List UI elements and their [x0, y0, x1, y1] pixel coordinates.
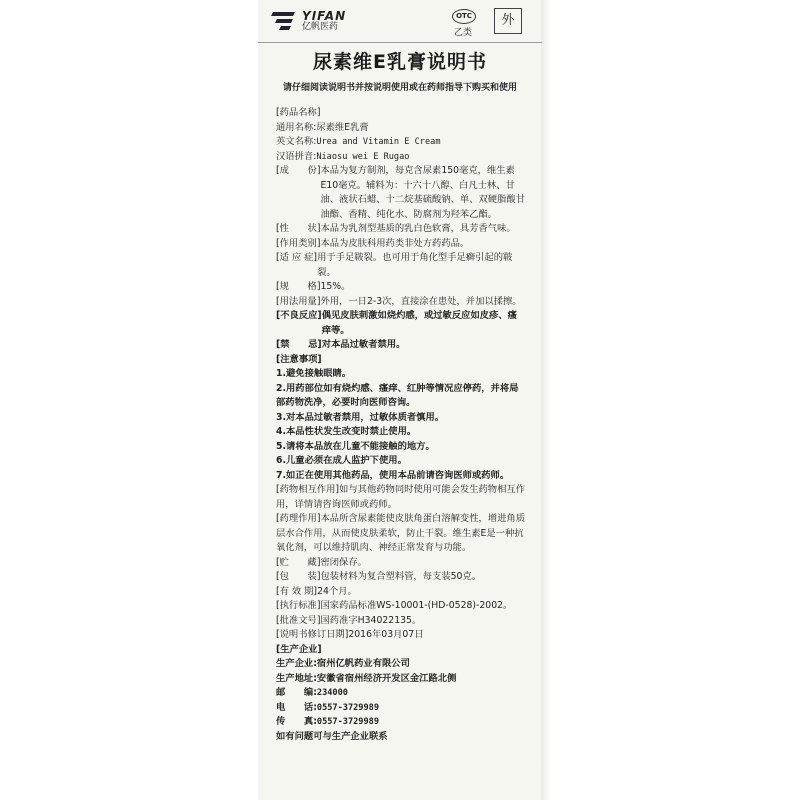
header-divider [258, 42, 542, 43]
page-title: 尿素维E乳膏说明书 [313, 51, 487, 73]
section-appearance [276, 222, 526, 237]
section-label: [用法用量] [276, 295, 321, 307]
section-text: 本品所含尿素能使皮肤角蛋白溶解变性，增进角质层水合作用，从而使皮肤柔软，防止干裂。维生素E是一种抗氧化剂，可以维持肌肉、神经正常发育与功能。 [276, 513, 525, 553]
manufacturer-value: 宿州亿帆药业有限公司 [316, 658, 410, 669]
brand-name-cn: 亿帆医药 [302, 22, 339, 32]
generic-name-row [276, 121, 526, 136]
section-interactions [276, 483, 526, 512]
section-label: [适 应 症] [276, 252, 318, 263]
manufacturer-value: 234000 [316, 688, 348, 698]
manufacturer-label: 邮 编: [276, 687, 317, 698]
section-text: 本品为乳剂型基质的乳白色软膏，具芳香气味。 [320, 223, 516, 234]
manufacturer-label: 生产企业: [276, 658, 317, 669]
section-label: [贮 藏] [276, 556, 321, 568]
section-validity [276, 585, 526, 600]
section-text: 对本品过敏者禁用。 [321, 339, 406, 350]
section-standard [276, 599, 526, 614]
manufacturer-row [276, 672, 526, 687]
manufacturer-row [276, 657, 526, 672]
section-adverse-reactions [276, 309, 526, 338]
manufacturer-value: 安徽省宿州经济开发区金江路北侧 [316, 672, 457, 684]
section-text: 本品为皮肤科用药类非处方药药品。 [320, 237, 470, 249]
external-use-badge: 外 [494, 8, 522, 34]
manufacturer-value: 0557-3729989 [316, 717, 379, 727]
brand-logo [272, 10, 346, 32]
section-label: [禁 忌] [276, 339, 322, 350]
section-text: 密闭保存。 [320, 556, 367, 568]
sheet-edge-shadow [541, 0, 551, 800]
instruction-content [276, 106, 526, 744]
generic-name-label: 通用名称: [276, 121, 317, 133]
section-label: [包 装] [276, 571, 321, 582]
section-label: [不良反应] [276, 310, 322, 321]
section-dosage [276, 295, 526, 310]
manufacturer-label: 生产地址: [276, 672, 317, 684]
manufacturer-label: 电 话: [276, 701, 317, 713]
section-text: 24个月。 [317, 585, 357, 597]
precaution-item: 3.对本品过敏者禁用，过敏体质者慎用。 [276, 411, 445, 423]
manufacturer-label: 传 真: [276, 716, 317, 727]
section-label: [说明书修订日期] [276, 629, 349, 640]
section-label: [有 效 期] [276, 585, 318, 597]
section-text: 国药准字H34022135。 [320, 614, 422, 626]
section-label: [成 份] [276, 165, 321, 176]
section-text: 外用，一日2-3次，直接涂在患处，并加以揉擦。 [320, 295, 522, 307]
section-contraindications [276, 338, 526, 353]
section-label: [药理作用] [276, 513, 321, 524]
section-pharmacology [276, 512, 526, 556]
manufacturer-row [276, 715, 526, 730]
english-name-row [276, 135, 526, 150]
precautions-header: [注意事项] [276, 353, 322, 365]
section-text: 如与其他药物同时使用可能会发生药物相互作用，详情请咨询医师或药师。 [276, 484, 525, 510]
section-approval [276, 614, 526, 629]
otc-badge: OTC [452, 9, 476, 24]
section-storage [276, 556, 526, 571]
precaution-item: 6.儿童必须在成人监护下使用。 [276, 455, 407, 466]
english-name-label: 英文名称: [276, 136, 317, 147]
section-text: 本品为复方制剂，每克含尿素150毫克，维生素E10毫克。辅料为：十六十八醇、白凡士林、甘油、液状石蜡、十二烷基硫酸钠、单、双硬脂酸甘油酯、香精、纯化水、防腐剂为羟苯乙酯。 [320, 165, 525, 220]
manufacturer-row [276, 686, 526, 701]
section-text: 偶见皮肤刺激如烧灼感，或过敏反应如皮疹、瘙痒等。 [321, 310, 517, 336]
brand-name-en: YIFAN [302, 9, 347, 23]
precaution-item: 5.请将本品放在儿童不能接触的地方。 [276, 440, 435, 452]
section-text: 包装材料为复合塑料管，每支装50克。 [320, 571, 482, 582]
pinyin-name-row [276, 150, 526, 165]
brand-mark-icon [272, 10, 298, 32]
section-text: 15%。 [320, 281, 351, 292]
section-text: 国家药品标准WS-10001-(HD-0528)-2002。 [320, 600, 513, 611]
section-label: [规 格] [276, 281, 321, 292]
otc-class-label: 乙类 [454, 28, 473, 38]
manufacturer-row [276, 701, 526, 716]
manufacturer-value: 0557-3729989 [316, 702, 379, 713]
precaution-item: 7.如正在使用其他药品，使用本品前请咨询医师或药师。 [276, 469, 510, 481]
manufacturer-header: [生产企业] [276, 643, 322, 655]
pinyin-name-label: 汉语拼音: [276, 150, 317, 162]
section-category [276, 237, 526, 252]
section-label: [性 状] [276, 223, 321, 234]
precaution-item: 1.避免接触眼睛。 [276, 368, 352, 379]
english-name-value: Urea and Vitamin E Cream [316, 137, 441, 147]
section-revision-date [276, 628, 526, 643]
precaution-item: 2.用药部位如有烧灼感、瘙痒、红肿等情况应停药，并将局部药物洗净，必要时向医师咨询。 [276, 382, 519, 408]
drug-name-header: [药品名称] [276, 107, 321, 118]
section-packaging [276, 570, 526, 585]
generic-name-value: 尿素维E乳膏 [316, 121, 369, 133]
section-label: [执行标准] [276, 600, 321, 611]
section-ingredients [276, 164, 526, 222]
precaution-item: 4.本品性状发生改变时禁止使用。 [276, 426, 417, 437]
section-label: [药物相互作用] [276, 484, 340, 495]
section-label: [作用类别] [276, 237, 321, 249]
section-label: [批准文号] [276, 614, 321, 626]
usage-warning: 请仔细阅读说明书并按说明使用或在药师指导下购买和使用 [282, 83, 517, 93]
contact-footer: 如有问题可与生产企业联系 [276, 730, 388, 742]
section-text: 2016年03月07日 [348, 629, 424, 640]
section-specification [276, 280, 526, 295]
pinyin-name-value: Niaosu wei E Rugao [316, 151, 410, 162]
section-indications [276, 251, 526, 280]
section-text: 用于手足皲裂。也可用于角化型手足癣引起的皲裂。 [317, 252, 513, 278]
